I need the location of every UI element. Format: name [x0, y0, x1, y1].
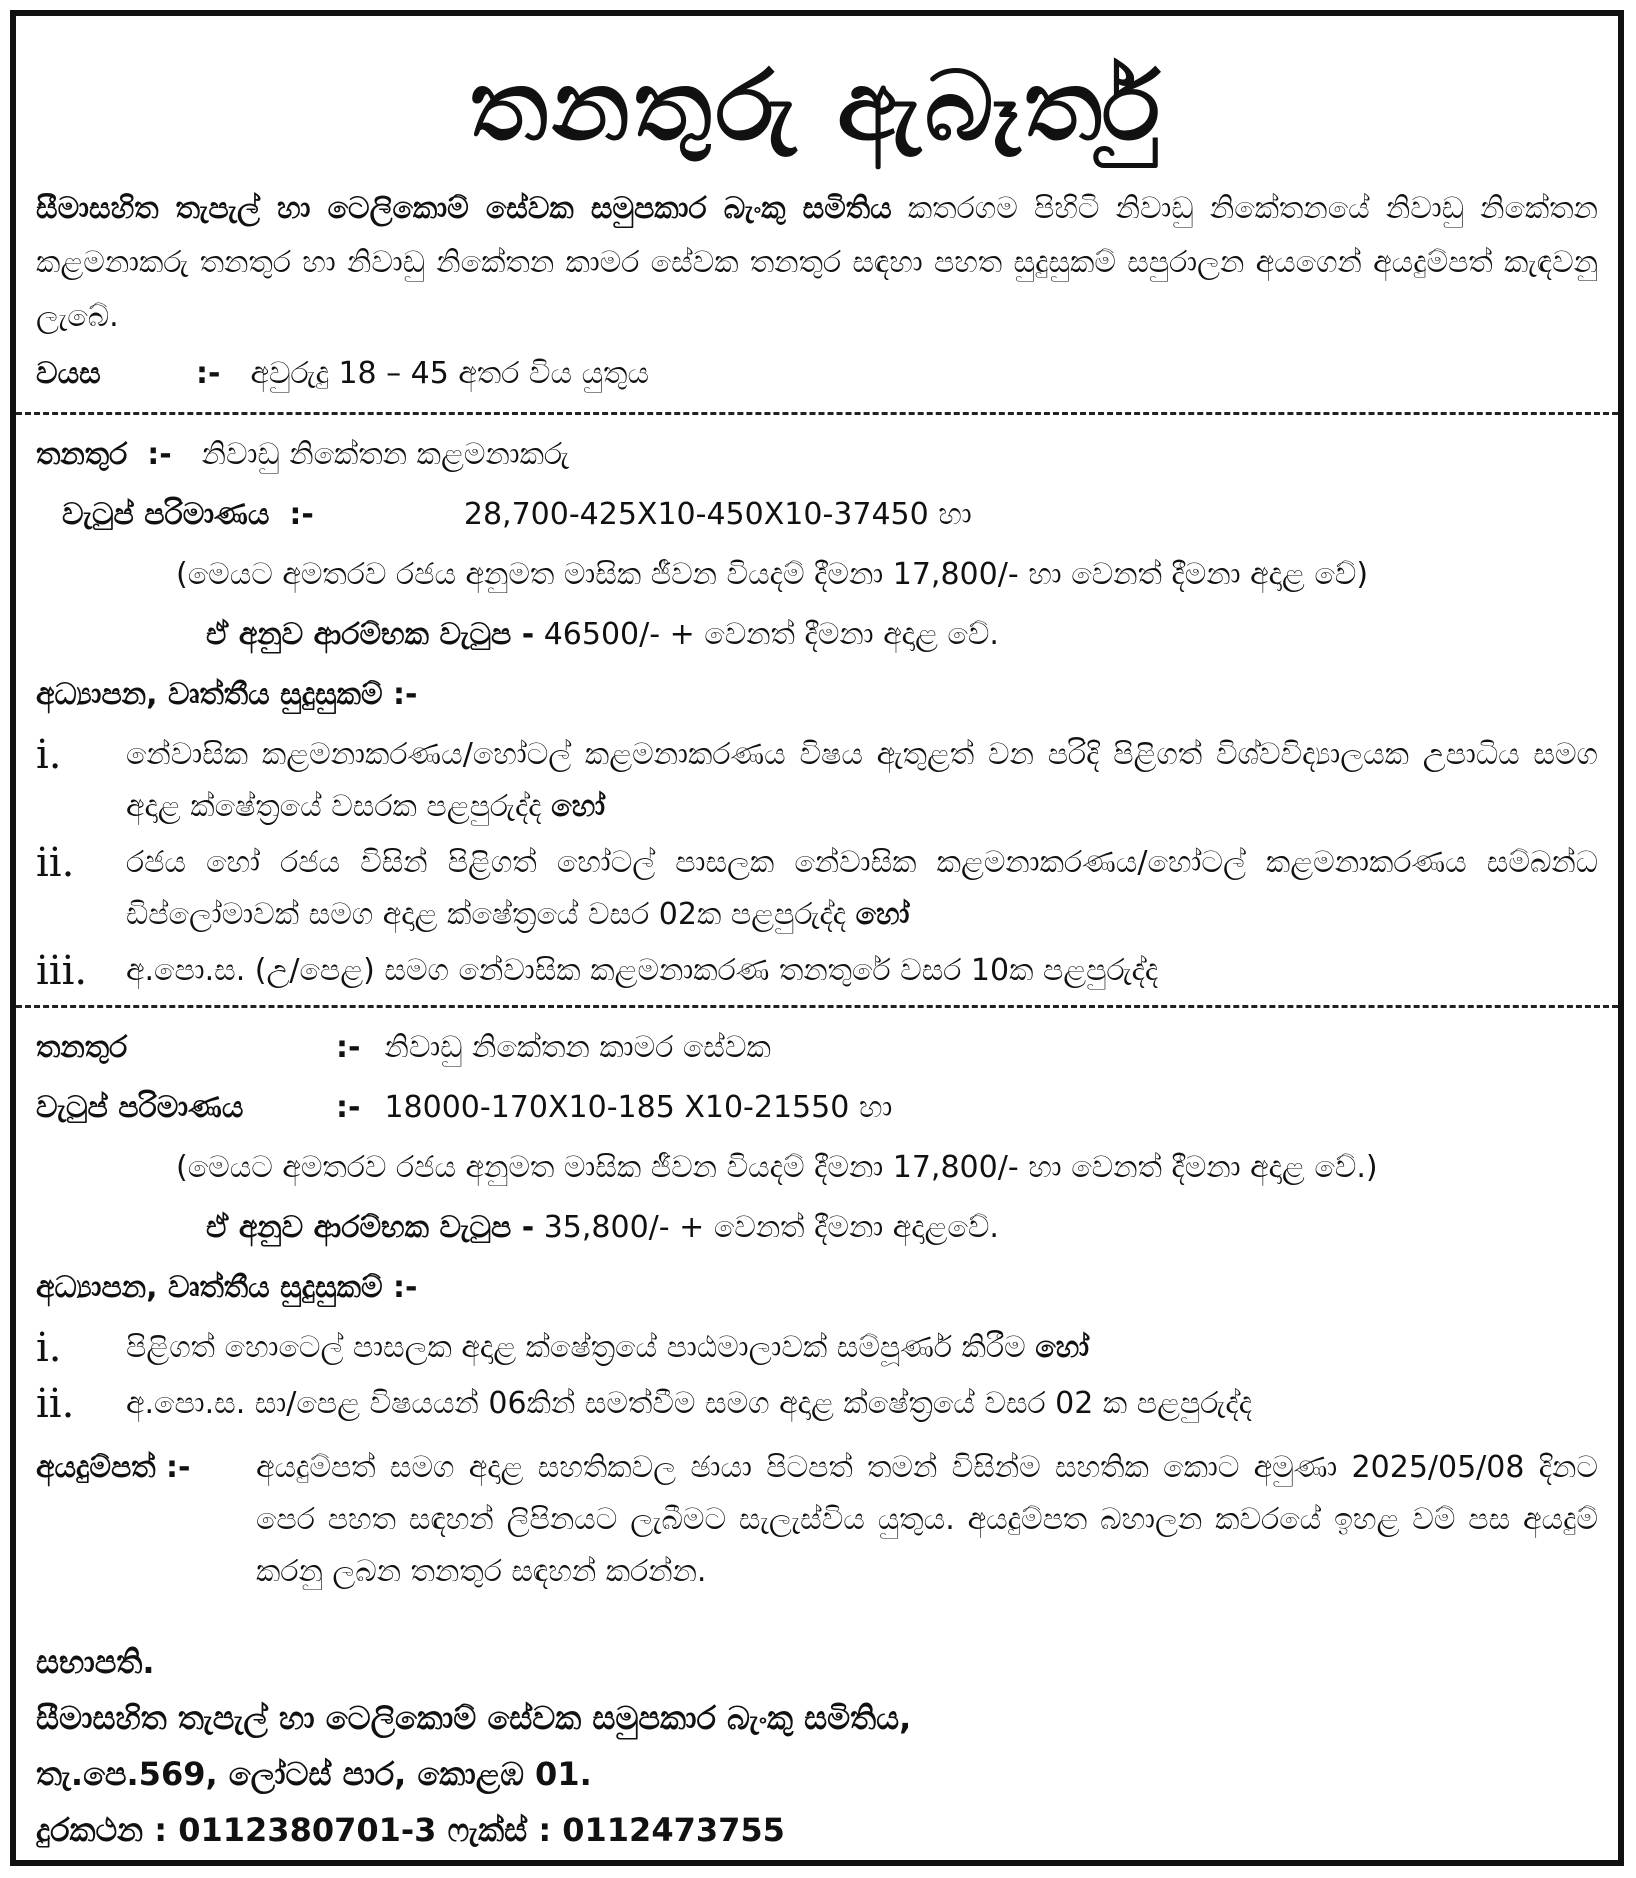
application-section — [36, 1442, 1598, 1598]
post2-salary-label: වැටුප් පරිමාණය — [36, 1090, 244, 1125]
qual-text: අ.පො.ස. සා/පෙළ විෂයයන් 06කින් සමත්වීම සමග අදාළ ක්ෂේත්‍රයේ වසර 02 ක පළපුරුද්ද — [126, 1386, 1253, 1421]
post2-qual-heading: අධ්‍යාපන, වෘත්තීය සුදුසුකම් :- — [36, 1270, 418, 1305]
age-label: වයස — [36, 356, 101, 391]
post1-start-value: 46500/- + වෙනත් දීමනා අදාළ වේ. — [534, 617, 999, 652]
application-label: අයදුම්පත් :- — [36, 1450, 191, 1485]
application-text: අයදුම්පත් සමග අදාළ සහතිකවල ඡායා පිටපත් තමන් විසින්ම සහතික කොට අමුණා 2025/05/08 දිනට පෙර පහත සඳහන් ලිපිනයට ලැබීමට සැලැස්විය යුතුය. අයදුම්පත බහාලන කවරයේ ඉහළ වම් පස අයදුම් කරනු ලබන තනතුර සඳහන් කරන්න. — [256, 1450, 1598, 1589]
post2-label: තනතුර — [36, 1030, 128, 1065]
age-value: අවුරුදු 18 – 45 අතර විය යුතුය — [250, 356, 650, 391]
age-separator: :- — [196, 356, 221, 391]
footer-organization: සීමාසහිත තැපැල් හා ටෙලිකොම් සේවක සමුපකාර බැංකු සමිතිය, — [36, 1699, 912, 1737]
post1-allowance: (මෙයට අමතරව රජය අනුමත මාසික ජීවන වියදම් දීමනා 17,800/- හා වෙනත් දීමනා අදාළ වේ) — [176, 557, 1369, 592]
age-row — [36, 344, 1598, 404]
post2-salary-row — [36, 1078, 1598, 1138]
post1-salary-separator: :- — [289, 497, 314, 532]
post1-salary-label: වැටුප් පරිමාණය — [62, 497, 270, 532]
section-divider — [16, 1005, 1618, 1008]
post1-start-label: ඒ අනුව ආරම්භක වැටුප - — [206, 617, 535, 652]
post1-salary-row — [36, 485, 1598, 545]
qual-number: ii. — [36, 1381, 75, 1427]
post2-value: නිවාඩු නිකේතන කාමර සේවක — [384, 1030, 771, 1065]
post2-salary-value: 18000-170X10-185 X10-21550 හා — [384, 1090, 893, 1125]
post1-qual-item — [36, 837, 1598, 941]
intro-organization: සීමාසහිත තැපැල් හා ටෙලිකොම් සේවක සමුපකාර බැංකු සමිතිය — [36, 191, 892, 226]
post1-salary-value: 28,700-425X10-450X10-37450 හා — [463, 497, 972, 532]
qual-text: අ.පො.ස. (උ/පෙළ) සමග නේවාසික කළමනාකරණ තනතුරේ වසර 10ක පළපුරුද්ද — [126, 953, 1159, 988]
footer-block — [36, 1634, 1598, 1858]
qual-or: හෝ — [551, 789, 606, 824]
advertisement-frame — [10, 10, 1624, 1866]
post1-qual-item — [36, 945, 1598, 997]
post2-title-row — [36, 1018, 1598, 1078]
intro-paragraph — [36, 182, 1598, 344]
post1-label: තනතුර — [36, 437, 128, 472]
post1-title-row — [36, 425, 1598, 485]
post1-qual-heading: අධ්‍යාපන, වෘත්තීය සුදුසුකම් :- — [36, 677, 418, 712]
footer-contact: දුරකථන : 0112380701-3 ෆැක්ස් : 0112473755 — [36, 1811, 785, 1849]
post2-start-salary-row — [36, 1198, 1598, 1258]
post2-salary-separator: :- — [336, 1090, 361, 1125]
footer-role: සභාපති. — [36, 1643, 155, 1681]
qual-text: පිළිගත් හොටෙල් පාසලක අදාළ ක්ෂේත්‍රයේ පාඨමාලාවක් සම්පූර්ණ කිරීම — [126, 1330, 1036, 1365]
qual-or: හෝ — [855, 897, 910, 932]
post2-separator: :- — [336, 1030, 361, 1065]
qual-number: i. — [36, 732, 62, 778]
post2-qual-item — [36, 1378, 1598, 1430]
page-title: තනතුරු ඇබෑර්තු — [469, 50, 1165, 162]
post1-value: නිවාඩු නිකේතන කළමනාකරු — [201, 437, 570, 472]
post2-start-value: 35,800/- + වෙනත් දීමනා අදාළවේ. — [534, 1210, 999, 1245]
post2-start-label: ඒ අනුව ආරම්භක වැටුප - — [206, 1210, 535, 1245]
qual-text: රජය හෝ රජය විසින් පිළිගත් හෝටල් පාසලක නේවාසික කළමනාකරණය/හෝටල් කළමනාකරණය සම්බන්ධ ඩිප්ලෝමාවක් සමග අදාළ ක්ෂේත්‍රයේ වසර 02ක පළපුරුද්ද — [126, 845, 1598, 932]
footer-address: තැ.පෙ.569, ලෝටස් පාර, කොළඹ 01. — [36, 1755, 592, 1793]
post1-separator: :- — [147, 437, 172, 472]
post2-qual-item — [36, 1322, 1598, 1374]
qual-or: හෝ — [1035, 1330, 1090, 1365]
qual-number: iii. — [36, 948, 88, 994]
intro-text: කතරගම පිහිටි නිවාඩු නිකේතනයේ නිවාඩු නිකේතන කළමනාකරු තනතුර හා නිවාඩු නිකේතන කාමර සේවක තනතුර සඳහා පහත සුදුසුකම් සපුරාලන අයගෙන් අයදුම්පත් කැඳවනු ලැබේ. — [36, 191, 1598, 334]
qual-number: i. — [36, 1325, 62, 1371]
qual-text: නේවාසික කළමනාකරණය/හෝටල් කළමනාකරණය විෂය ඇතුළත් වන පරිදි පිළිගත් විශ්වවිද්‍යාලයක උපාධිය සමග අදාළ ක්ෂේත්‍රයේ වසරක පළපුරුද්ද — [126, 737, 1598, 824]
section-divider — [16, 412, 1618, 415]
qual-number: ii. — [36, 840, 75, 886]
post1-start-salary-row — [36, 605, 1598, 665]
post2-allowance: (මෙයට අමතරව රජය අනුමත මාසික ජීවන වියදම් දීමනා 17,800/- හා වෙනත් දීමනා අදාළ වේ.) — [176, 1150, 1378, 1185]
post1-qual-item — [36, 729, 1598, 833]
